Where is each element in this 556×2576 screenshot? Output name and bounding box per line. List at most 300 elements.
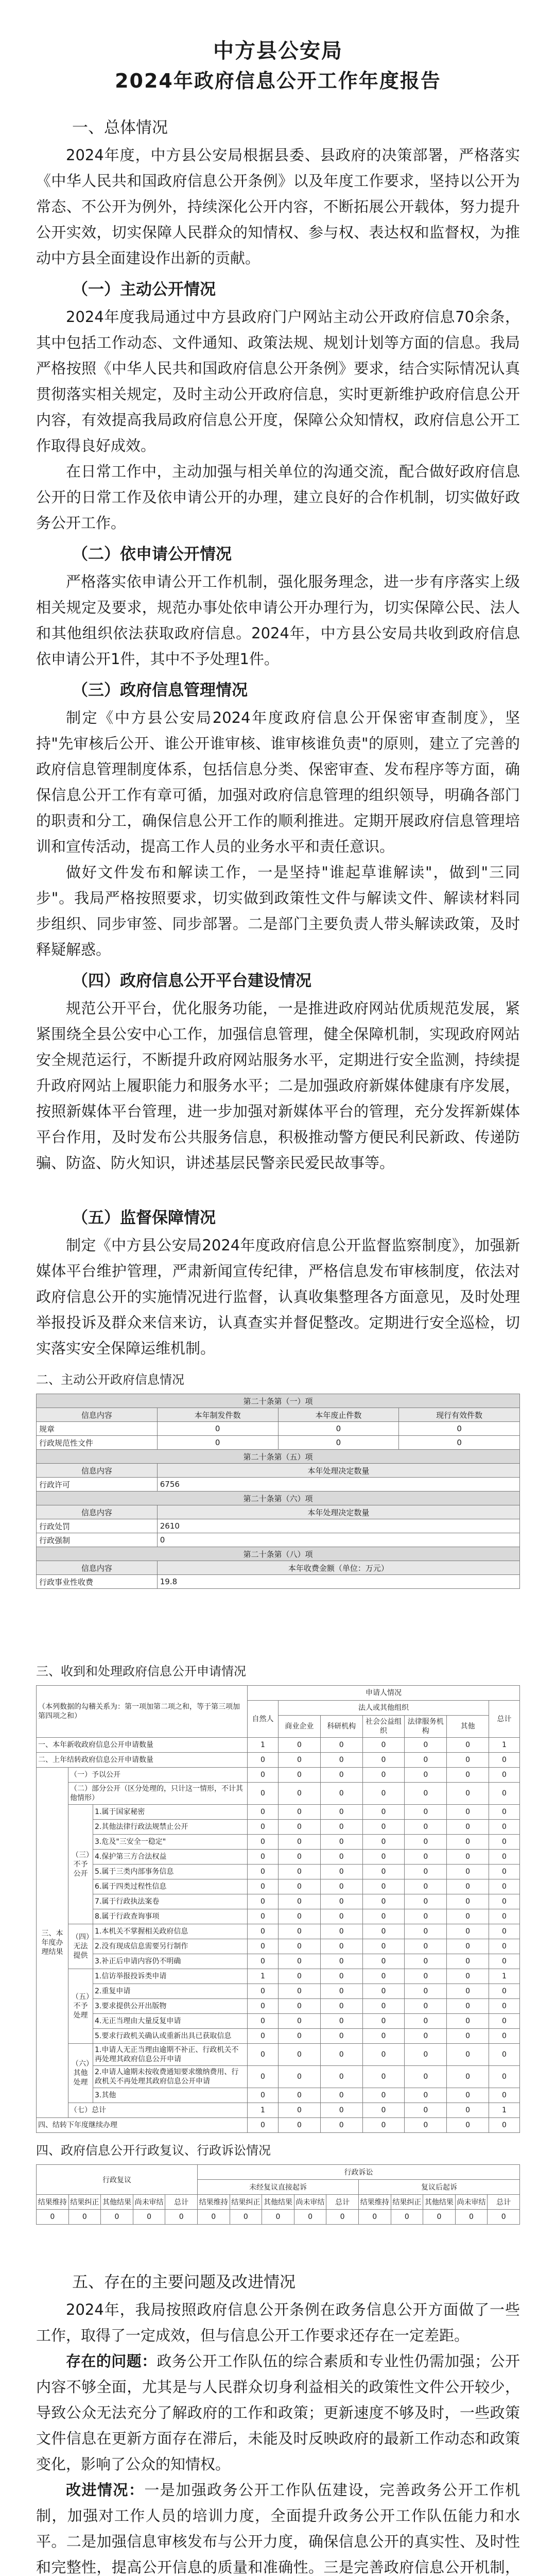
table-header: 总计 [326, 2195, 359, 2210]
table-cell: 0 [362, 1984, 405, 1999]
row-label: 5.属于三类内部事务信息 [93, 1865, 248, 1879]
table-cell: 0 [405, 1865, 447, 1879]
table-cell: 0 [488, 2210, 520, 2225]
table-cell: 0 [447, 1879, 489, 1894]
table-cell: 0 [320, 1909, 362, 1924]
table-cell: 0 [248, 1939, 279, 1954]
table-row [37, 1436, 520, 1450]
table-cell: 0 [447, 1835, 489, 1850]
table-group-title: 第二十条第（八）项 [37, 1547, 520, 1561]
table-cell: 0 [279, 1835, 321, 1850]
table-cell: 0 [320, 1820, 362, 1835]
table-cell: 0 [362, 1909, 405, 1924]
subsection-5-heading: （五）监督保障情况 [72, 1209, 216, 1227]
table-row [37, 1999, 520, 2014]
table-header: 未经复议直接起诉 [197, 2180, 358, 2195]
table-cell: 0 [405, 2044, 447, 2066]
table-cell: 0 [362, 1865, 405, 1879]
table-cell: 0 [326, 2210, 359, 2225]
table-cell: 0 [248, 1879, 279, 1894]
table-header: 总计 [165, 2195, 198, 2210]
table-cell: 0 [279, 1805, 321, 1820]
table-cell: 0 [362, 1820, 405, 1835]
section-2-heading: 二、主动公开政府信息情况 [36, 1372, 184, 1387]
row-label: 4.无正当理由大量反复申请 [93, 2014, 248, 2029]
table-cell: 0 [320, 1924, 362, 1939]
table-cell: 0 [157, 1422, 278, 1436]
table-cell: 0 [279, 1783, 321, 1805]
table-row [37, 2014, 520, 2029]
subgroup-label: （四）无法提供 [68, 1924, 93, 1969]
problems-text: 政务公开工作队伍的综合素质和专业性仍需加强；公开内容不够全面，尤其是与人民群众切身利益相关的政策性文件公开较少，导致公众无法充分了解政府的工作和政策；更新速度不够及时，一些政策文件信息在更新方面存在滞后，未能及时反映政府的最新工作动态和政策变化，影响了公众的知情权。 [36, 2352, 520, 2473]
table-cell: 0 [320, 1969, 362, 1984]
table-cell: 0 [248, 2088, 279, 2103]
table-cell: 0 [248, 1835, 279, 1850]
table-cell: 0 [447, 2088, 489, 2103]
table-cell: 1 [248, 1738, 279, 1753]
table-row [37, 2044, 520, 2066]
table-cell: 0 [489, 2029, 520, 2044]
table-cell: 0 [362, 2103, 405, 2118]
table-row [37, 1909, 520, 1924]
row-label: 二、上年结转政府信息公开申请数量 [37, 1753, 248, 1768]
table-header: 结果纠正 [68, 2195, 101, 2210]
table-cell: 0 [447, 1969, 489, 1984]
table-cell: 0 [489, 2044, 520, 2066]
table-cell: 0 [405, 1954, 447, 1969]
subsection-1-text: 2024年度我局通过中方县政府门户网站主动公开政府信息70余条，其中包括工作动态、文件通知、政策法规、规划计划等方面的信息。我局严格按照《中华人民共和国政府信息公开条例》要求，结合实际情况认真贯彻落实相关规定，及时主动公开政府信息，实时更新维护政府信息公开内容，有效提高我局政府信息公开度，保障公众知情权，政府信息公开工作取得良好成效。 [36, 308, 520, 454]
table-cell: 0 [320, 1753, 362, 1768]
table-cell: 0 [320, 2103, 362, 2118]
table-cell: 0 [405, 1879, 447, 1894]
table-cell: 0 [447, 1768, 489, 1783]
table-cell: 0 [279, 1850, 321, 1865]
subsection-4-text: 规范公开平台，优化服务功能，一是推进政府网站优质规范发展，紧紧围绕全县公安中心工作，加强信息管理，健全保障机制，实现政府网站安全规范运行，不断提升政府网站服务水平，定期进行安全监测，持续提升政府网站上履职能力和服务水平；二是加强政府新媒体健康有序发展，按照新媒体平台管理，进一步加强对新媒体平台的管理，充分发挥新媒体平台作用，及时发布公共服务信息，积极推动警方便民利民新政、传递防骗、防盗、防火知识，讲述基层民警亲民爱民故事等。 [36, 999, 520, 1172]
subsection-3-heading: （三）政府信息管理情况 [72, 681, 248, 700]
table-cell: 0 [320, 2029, 362, 2044]
table-cell: 0 [489, 1850, 520, 1865]
table-header: 信息内容 [37, 1561, 158, 1575]
table-cell: 0 [320, 1879, 362, 1894]
row-label: 4.保护第三方合法权益 [93, 1850, 248, 1865]
table-row [37, 2088, 520, 2103]
section-1-heading: 一、总体情况 [72, 118, 168, 137]
table-cell: 0 [278, 1436, 399, 1450]
table-cell: 0 [489, 1879, 520, 1894]
table-cell: 0 [405, 1999, 447, 2014]
table-cell: 0 [320, 2014, 362, 2029]
table-header: 行政复议 [37, 2165, 198, 2195]
table-cell: 0 [279, 1954, 321, 1969]
table-header: 本年收费金额（单位：万元） [157, 1561, 519, 1575]
table-header: 结果维持 [197, 2195, 230, 2210]
table-row [37, 1768, 520, 1783]
table-cell: 0 [362, 2044, 405, 2066]
table-cell: 0 [362, 2066, 405, 2088]
row-label: 一、本年新收政府信息公开申请数量 [37, 1738, 248, 1753]
table-header: 总计 [489, 1701, 520, 1738]
table-cell: 1 [248, 1969, 279, 1984]
table-cell: 0 [320, 1783, 362, 1805]
row-label: 四、结转下年度继续办理 [37, 2118, 248, 2133]
table-cell: 0 [405, 1783, 447, 1805]
subsection-5-text: 制定《中方县公安局2024年度政府信息公开监督监察制度》，加强新媒体平台维护管理，严肃新闻宣传纪律，严格信息发布审核制度，依法对政府信息公开的实施情况进行监督，认真收集整理各方面意见，及时处理举报投诉及群众来信来访，认真查实并督促整改。定期进行安全巡检，切实落实安全保障运维机制。 [36, 1236, 520, 1357]
table-row [37, 1954, 520, 1969]
row-label: 3.危及"三安全一稳定" [93, 1835, 248, 1850]
table-cell: 0 [248, 1909, 279, 1924]
table-cell: 0 [447, 1805, 489, 1820]
table-cell: 0 [248, 2044, 279, 2066]
table-header: 本年制发件数 [157, 1408, 278, 1422]
table-cell: 0 [489, 1954, 520, 1969]
table-header: 总计 [488, 2195, 520, 2210]
table-cell: 0 [362, 1939, 405, 1954]
table-cell: 0 [279, 2044, 321, 2066]
subsection-2-heading: （二）依申请公开情况 [72, 545, 232, 564]
table-cell: 0 [489, 1924, 520, 1939]
table-row [37, 1939, 520, 1954]
table-corner-note: （本列数据的勾稽关系为：第一项加第二项之和，等于第三项加第四项之和） [37, 1686, 248, 1738]
table-cell: 0 [489, 2014, 520, 2029]
table-cell: 0 [362, 2029, 405, 2044]
table-row [37, 1738, 520, 1753]
table-cell: 0 [362, 1879, 405, 1894]
table-cell: 0 [279, 2029, 321, 2044]
table-cell: 0 [362, 2118, 405, 2133]
table-cell: 0 [489, 2118, 520, 2133]
table-cell: 行政许可 [37, 1478, 158, 1492]
table-row [37, 1519, 520, 1533]
table-cell: 0 [362, 1768, 405, 1783]
row-label: 3.其他 [93, 2088, 248, 2103]
section-5-improvements [36, 2477, 520, 2576]
table-cell: 0 [248, 1783, 279, 1805]
table-header: 法律服务机构 [405, 1716, 447, 1738]
table-cell: 0 [489, 1939, 520, 1954]
table-cell: 0 [489, 1768, 520, 1783]
table-row [37, 1478, 520, 1492]
table-cell: 行政强制 [37, 1533, 158, 1547]
table-cell: 0 [248, 1999, 279, 2014]
table-cell: 0 [405, 1984, 447, 1999]
group-label: 三、本年度办理结果 [37, 1768, 68, 2118]
row-label: 7.属于行政执法案卷 [93, 1894, 248, 1909]
table-cell: 行政处罚 [37, 1519, 158, 1533]
table-cell: 0 [405, 1924, 447, 1939]
table-row [37, 1894, 520, 1909]
table-cell: 0 [37, 2210, 69, 2225]
table-cell: 0 [447, 1909, 489, 1924]
table-cell: 0 [358, 2210, 391, 2225]
table-cell: 0 [447, 2014, 489, 2029]
row-label: 5.要求行政机关确认或重新出具已获取信息 [93, 2029, 248, 2044]
table-cell: 0 [279, 1738, 321, 1753]
row-label: 8.属于行政查询事项 [93, 1909, 248, 1924]
table-cell: 0 [362, 2014, 405, 2029]
table-header: 结果纠正 [230, 2195, 262, 2210]
table-cell: 0 [447, 1894, 489, 1909]
table-cell: 0 [399, 1436, 520, 1450]
page-subtitle: 2024年政府信息公开工作年度报告 [115, 70, 441, 92]
table-cell: 0 [197, 2210, 230, 2225]
table-cell: 0 [489, 1753, 520, 1768]
table-cell: 0 [248, 1768, 279, 1783]
table-header: 结果纠正 [391, 2195, 423, 2210]
table-cell: 规章 [37, 1422, 158, 1436]
table-cell: 0 [362, 1783, 405, 1805]
table-header: 法人或其他组织 [279, 1701, 489, 1716]
table-cell: 0 [405, 2014, 447, 2029]
table-cell: 0 [405, 2118, 447, 2133]
table-row [37, 2103, 520, 2118]
table-cell: 0 [405, 1820, 447, 1835]
table-cell: 0 [230, 2210, 262, 2225]
section-5-heading: 五、存在的主要问题及改进情况 [72, 2273, 296, 2292]
section-5-text: 2024年，我局按照政府信息公开条例在政务信息公开方面做了一些工作，取得了一定成效，但与信息公开工作要求还存在一定差距。 [36, 2301, 520, 2344]
table-cell: 0 [405, 1768, 447, 1783]
row-label: 3.要求提供公开出版物 [93, 1999, 248, 2014]
table-header: 本年处理决定数量 [157, 1505, 519, 1519]
table-cell: 0 [405, 2066, 447, 2088]
table-cell: 0 [279, 2066, 321, 2088]
table-cell: 0 [447, 1865, 489, 1879]
table-row [37, 1850, 520, 1865]
table-cell: 0 [405, 2029, 447, 2044]
table-cell: 0 [278, 1422, 399, 1436]
section-4-heading: 四、政府信息公开行政复议、行政诉讼情况 [36, 2143, 271, 2158]
table-cell: 0 [405, 2088, 447, 2103]
table-cell: 19.8 [157, 1575, 519, 1589]
table-cell: 0 [489, 2088, 520, 2103]
table-cell: 0 [248, 1954, 279, 1969]
table-header: 信息内容 [37, 1505, 158, 1519]
table-cell: 0 [279, 2014, 321, 2029]
table-cell: 行政规范性文件 [37, 1436, 158, 1450]
table-header: 结果维持 [37, 2195, 69, 2210]
table-cell: 0 [447, 1738, 489, 1753]
table-cell: 1 [489, 1969, 520, 1984]
table-cell: 0 [320, 2088, 362, 2103]
table-header: 其他结果 [101, 2195, 133, 2210]
table-cell: 2610 [157, 1519, 519, 1533]
table-cell: 0 [362, 2088, 405, 2103]
subsection-1-heading: （一）主动公开情况 [72, 280, 216, 299]
table-header: 结果维持 [358, 2195, 391, 2210]
table-header: 申请人情况 [248, 1686, 520, 1701]
table-cell: 0 [405, 1835, 447, 1850]
table-cell: 0 [489, 1865, 520, 1879]
table-cell: 0 [447, 1924, 489, 1939]
table-cell: 0 [405, 1850, 447, 1865]
row-label: 3.补正后申请内容仍不明确 [93, 1954, 248, 1969]
table-cell: 0 [405, 1909, 447, 1924]
table-cell: 0 [279, 1768, 321, 1783]
table-cell: 0 [320, 1835, 362, 1850]
row-label: 1.信访举报投诉类申请 [93, 1969, 248, 1984]
subgroup-label: （五）不予处理 [68, 1969, 93, 2044]
improvements-lead: 改进情况： [66, 2481, 145, 2499]
table-cell: 0 [423, 2210, 456, 2225]
subsection-2-text: 严格落实依申请公开工作机制，强化服务理念，进一步有序落实上级相关规定及要求，规范办事处依申请公开办理行为，切实保障公民、法人和其他组织依法获取政府信息。2024年，中方县公安局共收到政府信息依申请公开1件，其中不予处理1件。 [36, 573, 520, 668]
table-cell: 0 [455, 2210, 488, 2225]
subgroup-label: （六）其他处理 [68, 2044, 93, 2103]
table-cell: 0 [157, 1533, 519, 1547]
row-label: （二）部分公开（区分处理的，只计这一情形，不计其他情形） [68, 1783, 248, 1805]
table-cell: 1 [248, 2103, 279, 2118]
page-title: 中方县公安局 [213, 39, 343, 63]
table-row [37, 1865, 520, 1879]
table-cell: 0 [447, 1783, 489, 1805]
table-cell: 0 [68, 2210, 101, 2225]
table-row [37, 1984, 520, 1999]
table-header: 行政诉讼 [197, 2165, 519, 2180]
table-cell: 0 [101, 2210, 133, 2225]
table-cell: 0 [320, 1939, 362, 1954]
row-label: 2.其他法律行政法规禁止公开 [93, 1820, 248, 1835]
table-cell: 0 [320, 1954, 362, 1969]
table-cell: 0 [447, 2118, 489, 2133]
application-table [36, 1685, 520, 2133]
table-row [37, 1533, 520, 1547]
table-cell: 0 [320, 1999, 362, 2014]
table-cell: 0 [405, 1939, 447, 1954]
table-cell: 0 [320, 2066, 362, 2088]
table-cell: 0 [279, 1969, 321, 1984]
table-row [37, 1783, 520, 1805]
table-cell: 0 [320, 1768, 362, 1783]
table-cell: 0 [320, 1894, 362, 1909]
table-cell: 0 [405, 1969, 447, 1984]
table-cell: 0 [279, 1820, 321, 1835]
table-cell: 0 [133, 2210, 165, 2225]
table-cell: 0 [447, 1984, 489, 1999]
row-label: 2.重复申请 [93, 1984, 248, 1999]
table-row [37, 1753, 520, 1768]
table-row [37, 1575, 520, 1589]
table-cell: 0 [399, 1422, 520, 1436]
table-cell: 0 [279, 1894, 321, 1909]
table-cell: 0 [248, 2029, 279, 2044]
table-header: 其他结果 [262, 2195, 294, 2210]
table-cell: 0 [489, 1984, 520, 1999]
table-header: 商业企业 [279, 1716, 321, 1738]
table-cell: 0 [447, 2044, 489, 2066]
table-cell: 0 [320, 1805, 362, 1820]
table-cell: 0 [320, 2044, 362, 2066]
row-label: （七）总计 [68, 2103, 248, 2118]
table-cell: 0 [362, 1999, 405, 2014]
table-cell: 0 [489, 1805, 520, 1820]
table-header: 信息内容 [37, 1408, 158, 1422]
table-row [37, 2118, 520, 2133]
table-cell: 0 [447, 2066, 489, 2088]
section-5-problems [36, 2348, 520, 2477]
table-cell: 0 [362, 1954, 405, 1969]
section-1-intro: 2024年度，中方县公安局根据县委、县政府的决策部署，严格落实《中华人民共和国政府信息公开条例》以及年度工作要求，坚持以公开为常态、不公开为例外，持续深化公开内容，不断拓展公开载体，努力提升公开实效，切实保障人民群众的知情权、参与权、表达权和监督权，为推动中方县全面建设作出新的贡献。 [36, 146, 520, 267]
table-cell: 0 [489, 1783, 520, 1805]
row-label: 2.没有现成信息需要另行制作 [93, 1939, 248, 1954]
row-label: 2.申请人逾期未按收费通知要求缴纳费用、行政机关不再处理其政府信息公开申请 [93, 2066, 248, 2088]
table-cell: 0 [248, 1865, 279, 1879]
table-cell: 0 [320, 1984, 362, 1999]
table-cell: 0 [248, 1850, 279, 1865]
table-cell: 0 [362, 1969, 405, 1984]
table-cell: 0 [362, 1738, 405, 1753]
subsection-3-text-2: 做好文件发布和解读工作，一是坚持"谁起草谁解读"，做到"三同步"。我局严格按照要求，切实做到政策性文件与解读文件、解读材料同步组织、同步审签、同步部署。二是部门主要负责人带头解读政策，及时释疑解惑。 [36, 863, 520, 958]
table-cell: 0 [405, 2103, 447, 2118]
subsection-4-heading: （四）政府信息公开平台建设情况 [72, 972, 311, 990]
table-row [37, 1879, 520, 1894]
table-cell: 0 [489, 1894, 520, 1909]
table-cell: 0 [279, 1984, 321, 1999]
table-cell: 0 [279, 1924, 321, 1939]
table-cell: 0 [279, 1753, 321, 1768]
table-cell: 1 [489, 2103, 520, 2118]
table-cell: 0 [447, 1999, 489, 2014]
table-cell: 0 [279, 1909, 321, 1924]
table-cell: 0 [248, 2118, 279, 2133]
table-cell: 0 [320, 1738, 362, 1753]
table-row [37, 1969, 520, 1984]
table-cell: 0 [320, 2118, 362, 2133]
table-row [37, 1805, 520, 1820]
table-cell: 0 [248, 1894, 279, 1909]
table-row [37, 1820, 520, 1835]
table-cell: 0 [279, 1879, 321, 1894]
table-header: 本年废止件数 [278, 1408, 399, 1422]
table-cell: 0 [447, 1820, 489, 1835]
table-cell: 行政事业性收费 [37, 1575, 158, 1589]
table-header: 尚未审结 [294, 2195, 326, 2210]
table-cell: 0 [362, 1835, 405, 1850]
table-cell: 0 [405, 1738, 447, 1753]
table-cell: 0 [489, 1999, 520, 2014]
table-row [37, 2066, 520, 2088]
table-cell: 0 [262, 2210, 294, 2225]
table-cell: 0 [362, 1850, 405, 1865]
table-cell: 0 [279, 2088, 321, 2103]
table-cell: 0 [489, 1835, 520, 1850]
table-header: 复议后起诉 [358, 2180, 519, 2195]
row-label: 1.属于国家秘密 [93, 1805, 248, 1820]
table-row [37, 1924, 520, 1939]
table-cell: 1 [489, 1738, 520, 1753]
table-header: 社会公益组织 [362, 1716, 405, 1738]
table-cell: 0 [248, 1805, 279, 1820]
table-header: 尚未审结 [455, 2195, 488, 2210]
table-cell: 0 [320, 1850, 362, 1865]
table-cell: 0 [248, 1984, 279, 1999]
table-cell: 0 [447, 1850, 489, 1865]
table-cell: 0 [405, 1753, 447, 1768]
table-row [37, 2029, 520, 2044]
review-litigation-table [36, 2164, 520, 2225]
row-label: （一）予以公开 [68, 1768, 248, 1783]
problems-lead: 存在的问题： [66, 2352, 157, 2370]
table-cell: 0 [279, 2118, 321, 2133]
table-cell: 0 [248, 1753, 279, 1768]
table-group-title: 第二十条第（五）项 [37, 1450, 520, 1464]
table-cell: 0 [248, 1820, 279, 1835]
table-header: 自然人 [248, 1701, 279, 1738]
section-3-heading: 三、收到和处理政府信息公开申请情况 [36, 1664, 246, 1679]
subsection-1-text-2: 在日常工作中，主动加强与相关单位的沟通交流，配合做好政府信息公开的日常工作及依申请公开的办理，建立良好的合作机制，切实做好政务公开工作。 [36, 463, 520, 532]
table-cell: 0 [362, 1805, 405, 1820]
table-cell: 6756 [157, 1478, 519, 1492]
table-cell: 0 [362, 1894, 405, 1909]
subgroup-label: （三）不予公开 [68, 1805, 93, 1924]
table-cell: 0 [157, 1436, 278, 1450]
